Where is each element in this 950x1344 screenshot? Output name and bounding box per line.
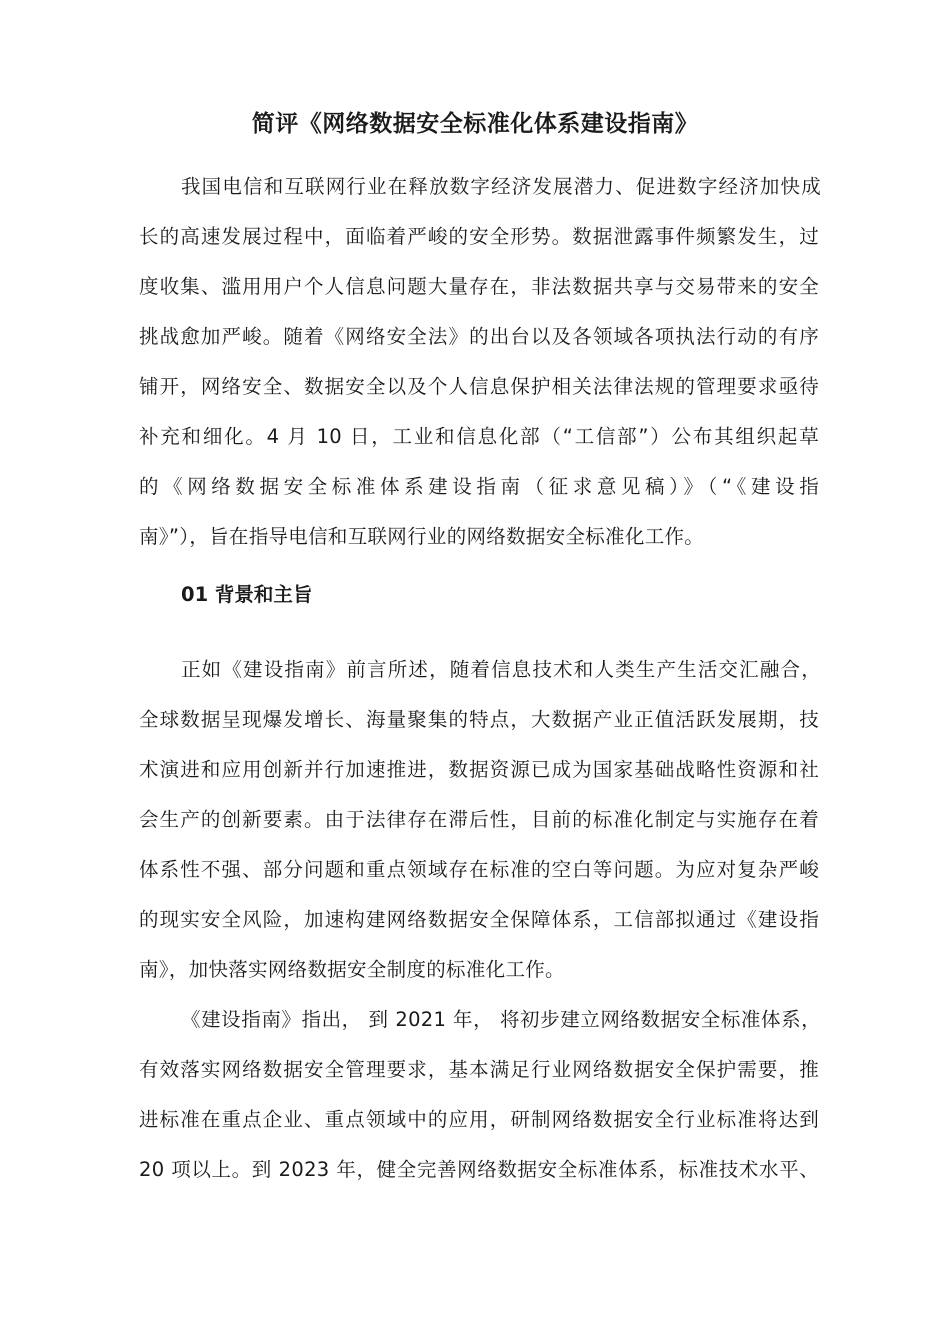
paragraph-1-line: 的《网络数据安全标准体系建设指南（征求意见稿）》（“《建设指 (139, 475, 819, 498)
document-title: 简评《网络数据安全标准化体系建设指南》 (251, 111, 699, 137)
paragraph-3-line: 有效落实网络数据安全管理要求，基本满足行业网络数据安全保护需要，推 (139, 1058, 819, 1081)
paragraph-1-line: 长的高速发展过程中，面临着严峻的安全形势。数据泄露事件频繁发生，过 (139, 225, 819, 248)
paragraph-3-line: 20 项以上。到 2023 年，健全完善网络数据安全标准体系，标准技术水平、 (139, 1158, 819, 1181)
paragraph-3-line: 《建设指南》指出， 到 2021 年， 将初步建立网络数据安全标准体系， (181, 1008, 821, 1031)
paragraph-2-line: 南》，加快落实网络数据安全制度的标准化工作。 (139, 958, 565, 981)
paragraph-1-line: 铺开，网络安全、数据安全以及个人信息保护相关法律法规的管理要求亟待 (139, 375, 819, 398)
paragraph-1-line: 我国电信和互联网行业在释放数字经济发展潜力、促进数字经济加快成 (181, 175, 821, 198)
paragraph-1-line: 度收集、滥用用户个人信息问题大量存在，非法数据共享与交易带来的安全 (139, 275, 819, 298)
paragraph-2-line: 会生产的创新要素。由于法律存在滞后性，目前的标准化制定与实施存在着 (139, 808, 819, 831)
paragraph-3-line: 进标准在重点企业、重点领域中的应用，研制网络数据安全行业标准将达到 (139, 1108, 819, 1131)
paragraph-1-line: 南》”），旨在指导电信和互联网行业的网络数据安全标准化工作。 (139, 525, 705, 548)
paragraph-2-line: 全球数据呈现爆发增长、海量聚集的特点，大数据产业正值活跃发展期，技 (139, 708, 819, 731)
paragraph-2-line: 正如《建设指南》前言所述，随着信息技术和人类生产生活交汇融合， (181, 658, 821, 681)
paragraph-2-line: 术演进和应用创新并行加速推进，数据资源已成为国家基础战略性资源和社 (139, 758, 819, 781)
paragraph-1-line: 补充和细化。4 月 10 日，工业和信息化部（“工信部”）公布其组织起草 (139, 425, 819, 448)
paragraph-2-line: 体系性不强、部分问题和重点领域存在标准的空白等问题。为应对复杂严峻 (139, 858, 819, 881)
paragraph-2-line: 的现实安全风险，加速构建网络数据安全保障体系，工信部拟通过《建设指 (139, 908, 819, 931)
paragraph-1-line: 挑战愈加严峻。随着《网络安全法》的出台以及各领域各项执法行动的有序 (139, 325, 819, 348)
section-heading: 01 背景和主旨 (181, 583, 313, 606)
